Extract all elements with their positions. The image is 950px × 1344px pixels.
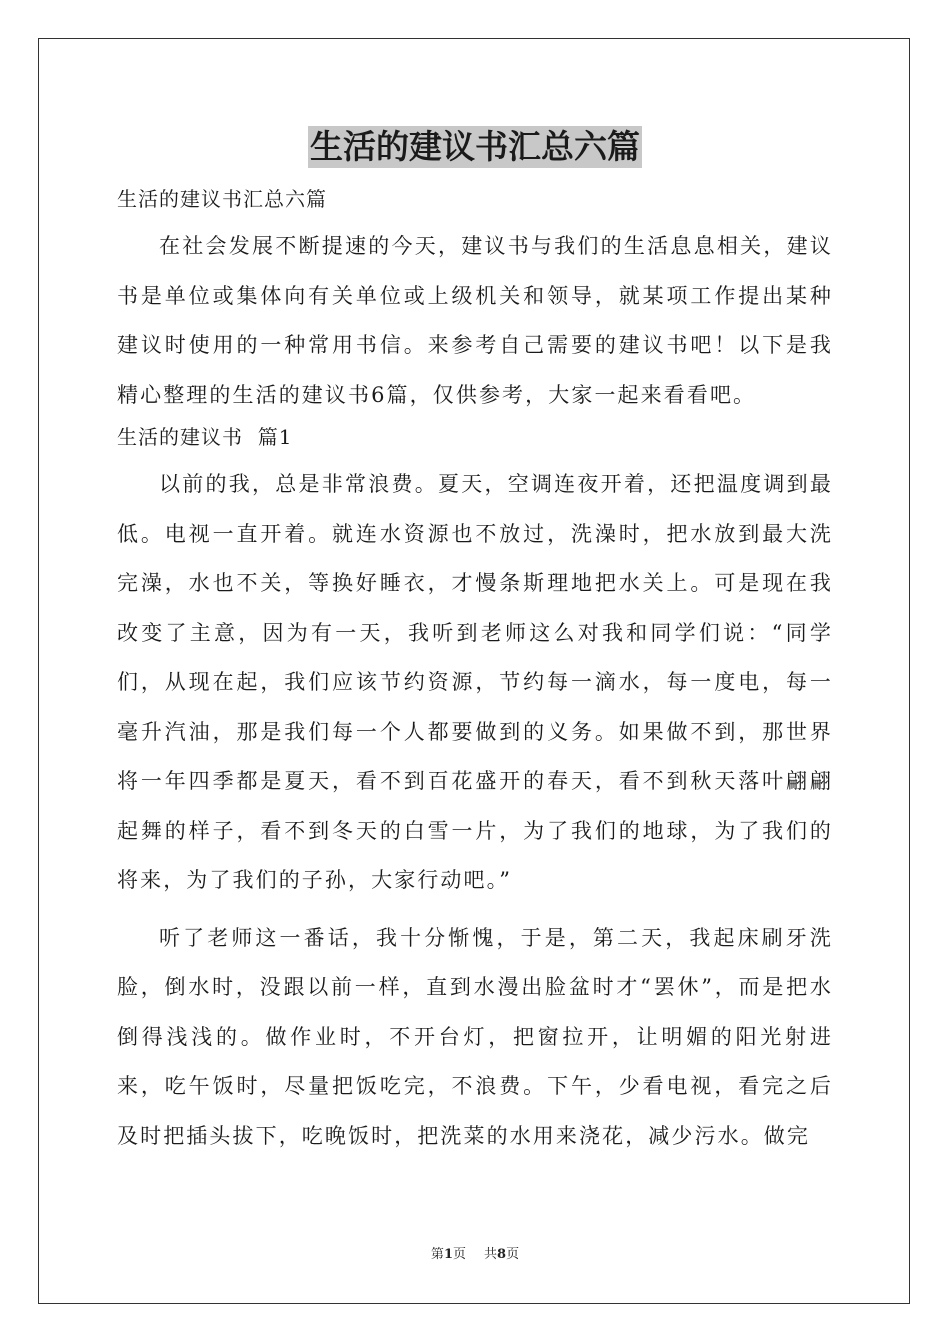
total-prefix: 共 — [484, 1247, 498, 1262]
body-paragraph-2: 听了老师这一番话，我十分惭愧，于是，第二天，我起床刷牙洗脸，倒水时，没跟以前一样，直到水漫出脸盆时才“罢休”，而是把水倒得浅浅的。做作业时，不开台灯，把窗拉开，让明媚的阳光射进来，吃午饭时，尽量把饭吃完，不浪费。下午，少看电视，看完之后及时把插头拔下，吃晚饭时，把洗菜的水用来浇花，减少污水。做完 — [117, 925, 833, 1148]
total-page-count: 8 — [497, 1247, 507, 1262]
document-title: 生活的建议书汇总六篇 — [310, 127, 640, 166]
document-title-container — [0, 126, 950, 170]
body-paragraph-1: 以前的我，总是非常浪费。夏天，空调连夜开着，还把温度调到最低。电视一直开着。就连水资源也不放过，洗澡时，把水放到最大洗完澡，水也不关，等换好睡衣，才慢条斯理地把水关上。可是现在我改变了主意，因为有一天，我听到老师这么对我和同学们说：“同学们，从现在起，我们应该节约资源，节约每一滴水，每一度电，每一毫升汽油，那是我们每一个人都要做到的义务。如果做不到，那世界将一年四季都是夏天，看不到百花盛开的春天，看不到秋天落叶翩翩起舞的样子，看不到冬天的白雪一片，为了我们的地球，为了我们的将来，为了我们的子孙，大家行动吧。” — [117, 472, 833, 892]
total-suffix: 页 — [506, 1247, 520, 1262]
page-prefix: 第 — [430, 1247, 444, 1262]
page-suffix: 页 — [452, 1247, 466, 1262]
current-page-number: 1 — [443, 1247, 453, 1262]
section-heading: 生活的建议书 篇1 — [117, 425, 293, 449]
document-subtitle: 生活的建议书汇总六篇 — [117, 187, 327, 211]
intro-paragraph: 在社会发展不断提速的今天，建议书与我们的生活息息相关，建议书是单位或集体向有关单位或上级机关和领导，就某项工作提出某种建议时使用的一种常用书信。来参考自己需要的建议书吧！以下是我精心整理的生活的建议书6篇，仅供参考，大家一起来看看吧。 — [117, 234, 833, 407]
document-body — [117, 182, 833, 1161]
page-footer — [0, 1246, 950, 1264]
